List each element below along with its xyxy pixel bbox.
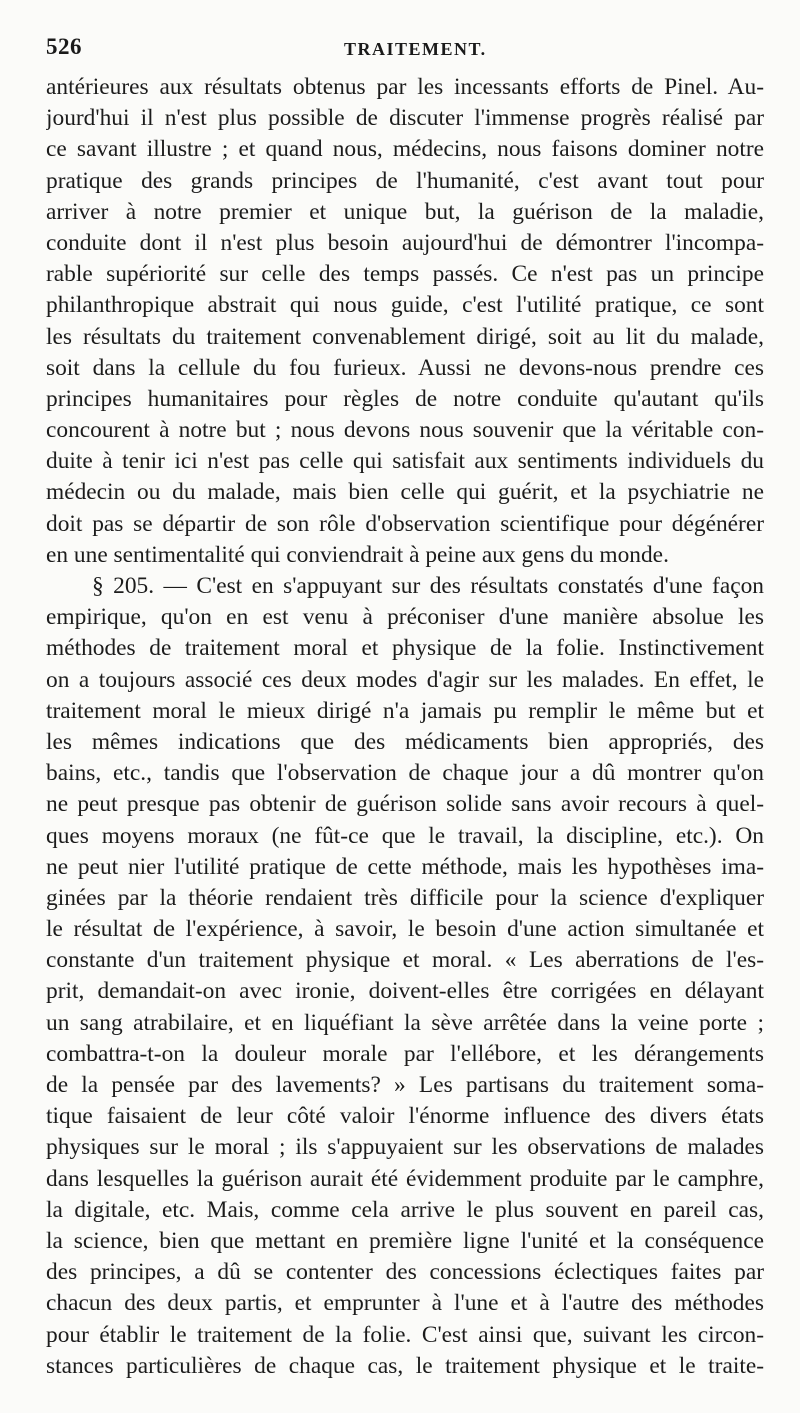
text-line: des principes, a dû se contenter des concessions éclectiques faites par [46,1259,764,1286]
text-line: tique faisaient de leur côté valoir l'énorme influence des divers états [46,1103,764,1130]
text-line: les résultats du traitement convenablement dirigé, soit au lit du malade, [46,323,764,350]
text-line: pour établir le traitement de la folie. C'est ainsi que, suivant les circon- [46,1321,764,1348]
page-number: 526 [46,34,82,59]
text-line: en une sentimentalité qui conviendrait à peine aux gens du monde. [46,541,669,568]
page-header [46,34,766,64]
text-line: bains, etc., tandis que l'observation de chaque jour a dû montrer qu'on [46,760,764,787]
text-line: arriver à notre premier et unique but, la guérison de la maladie, [46,198,764,225]
running-head: TRAITEMENT. [344,39,487,59]
text-line: concourent à notre but ; nous devons nous souvenir que la véritable con- [46,417,764,444]
text-line: ne peut nier l'utilité pratique de cette méthode, mais les hypothèses ima- [46,853,764,880]
text-line: un sang atrabilaire, et en liquéfiant la sève arrêtée dans la veine porte ; [46,1009,764,1036]
text-line: on a toujours associé ces deux modes d'agir sur les malades. En effet, le [46,666,764,693]
text-line: conduite dont il n'est plus besoin aujourd'hui de démontrer l'incompa- [46,229,764,256]
text-line: empirique, qu'on en est venu à préconiser d'une manière absolue les [46,604,764,631]
text-line: philanthropique abstrait qui nous guide, c'est l'utilité pratique, ce sont [46,292,764,319]
text-line: le résultat de l'expérience, à savoir, le besoin d'une action simultanée et [46,916,764,943]
text-line: chacun des deux partis, et emprunter à l'une et à l'autre des méthodes [46,1290,764,1317]
text-line: dans lesquelles la guérison aurait été évidemment produite par le camphre, [46,1165,764,1192]
text-line: rable supériorité sur celle des temps passés. Ce n'est pas un principe [46,261,764,288]
text-line: doit pas se départir de son rôle d'observation scientifique pour dégénérer [46,510,764,537]
body-text [46,72,764,1382]
text-line: ce savant illustre ; et quand nous, médecins, nous faisons dominer notre [46,136,764,163]
text-line: duite à tenir ici n'est pas celle qui satisfait aux sentiments individuels du [46,448,764,475]
text-line: la digitale, etc. Mais, comme cela arrive le plus souvent en pareil cas, [46,1196,764,1223]
text-line: pratique des grands principes de l'humanité, c'est avant tout pour [46,167,764,194]
text-line: constante d'un traitement physique et moral. « Les aberrations de l'es- [46,947,764,974]
text-line: ginées par la théorie rendaient très difficile pour la science d'expliquer [46,884,764,911]
text-line: physiques sur le moral ; ils s'appuyaient sur les observations de malades [46,1134,764,1161]
text-line: principes humanitaires pour règles de notre conduite qu'autant qu'ils [46,385,764,412]
text-line: jourd'hui il n'est plus possible de discuter l'immense progrès réalisé par [46,105,764,132]
text-line: § 205. — C'est en s'appuyant sur des résultats constatés d'une façon [92,573,764,599]
text-line: médecin ou du malade, mais bien celle qui guérit, et la psychiatrie ne [46,479,764,506]
text-line: les mêmes indications que des médicaments bien appropriés, des [46,728,764,755]
text-line: méthodes de traitement moral et physique de la folie. Instinctivement [46,635,764,662]
text-line: stances particulières de chaque cas, le traitement physique et le traite- [46,1352,764,1379]
text-line: ne peut presque pas obtenir de guérison solide sans avoir recours à quel- [46,791,764,818]
text-line: combattra-t-on la douleur morale par l'ellébore, et les dérangements [46,1040,764,1067]
text-line: de la pensée par des lavements? » Les partisans du traitement soma- [46,1072,764,1098]
text-line: soit dans la cellule du fou furieux. Aussi ne devons-nous prendre ces [46,354,764,381]
text-line: prit, demandait-on avec ironie, doivent-elles être corrigées en délayant [46,978,764,1005]
text-line: ques moyens moraux (ne fût-ce que le travail, la discipline, etc.). On [46,822,764,849]
text-line: antérieures aux résultats obtenus par les incessants efforts de Pinel. Au- [46,74,764,100]
text-line: la science, bien que mettant en première ligne l'unité et la conséquence [46,1227,764,1254]
text-line: traitement moral le mieux dirigé n'a jamais pu remplir le même but et [46,697,764,724]
